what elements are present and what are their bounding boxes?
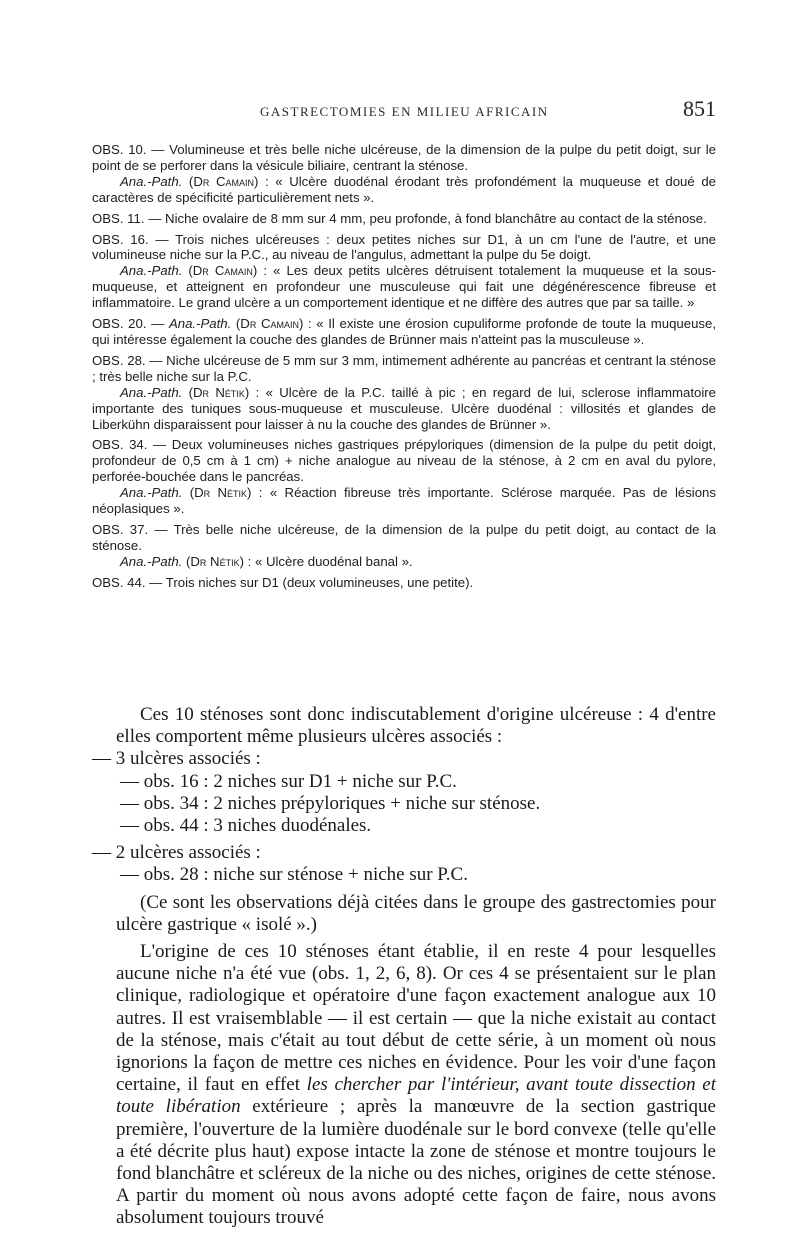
observation-10 [92,142,716,206]
note-paragraph: (Ce sont les observations déjà citées dans le groupe des gastrectomies pour ulcère gastrique « isolé ».) [116,891,716,935]
ana-path-label: Ana.-Path. [120,384,183,400]
obs-text: — Volumineuse et très belle niche ulcéreuse, de la dimension de la pulpe du petit doigt, sur le point de se perforer dans la vésicule biliaire, centrant la sténose. [92,142,716,173]
commentary-text [92,704,716,1230]
obs-text: — Deux volumineuses niches gastriques prépyloriques (dimension de la pulpe du petit doigt, profondeur de 0,5 cm à 1 cm) + niche analogue au niveau de la sténose, à 2 cm en aval du pylore, perforée-bouchée dans le pancréas. [92,437,716,485]
obs-label: OBS. 16. [92,231,149,247]
obs-label: OBS. 28. [92,352,146,368]
obs-label: OBS. 34. [92,437,148,453]
ana-path-doctor: (Dr Nétik) [182,384,256,400]
ana-path-doctor: (Dr Camain) [182,173,265,189]
ana-path-text: : « Ulcère de la P.C. taillé à pic ; en regard de lui, sclerose inflammatoire importante des tuniques sous-muqueuse et musculeuse. Ulcère duodénal : villosités et glandes de Liberkühn disparaissent pour laisser à nu la couche des glandes de Brünner ». [92,384,716,432]
ana-path-label: Ana.-Path. [120,485,183,501]
group-three-item: — obs. 44 : 3 niches duodénales. [120,815,372,837]
origin-paragraph [116,941,716,1230]
observation-28 [92,353,716,433]
observation-34 [92,437,716,517]
obs-text: — [146,316,169,332]
ana-path-label: Ana.-Path. [120,173,183,189]
ana-path-doctor: (Dr Camain) [182,263,264,279]
ana-path-text: : « Réaction fibreuse très importante. Sclérose marquée. Pas de lésions néoplasiques ». [92,485,716,517]
origin-text-end: extérieure ; après la manœuvre de la section gastrique première, l'ouverture de la lumière duodénale sur le bord convexe (telle qu'elle a été décrite plus haut) expose intacte la zone de sténose et montre toujours le fond blanchâtre et scléreux de la niche ou des niches, origines de cette sténose. A partir du moment où nous avons adopté cette façon de faire, nous avons absolument toujours trouvé [116,1096,716,1229]
observation-44 [92,575,716,591]
observation-37 [92,522,716,570]
group-three-item: — obs. 16 : 2 niches sur D1 + niche sur P.C. [120,770,457,792]
origin-text-italic: les chercher par l'intérieur, avant toute dissection et toute libération [116,1074,716,1118]
origin-text-start: L'origine de ces 10 sténoses étant établie, il en reste 4 pour lesquelles aucune niche n'a été vue (obs. 1, 2, 6, 8). Or ces 4 se présentaient sur le plan clinique, radiologique et opératoire d'une façon exactement analogue aux 10 autres. Il est vraisemblable — il est certain — que la niche existait au contact de la sténose, mais c'était au tout début de cette série, à un moment où nous ignorions la façon de mettre ces niches en évidence. Pour les voir d'une façon certaine, il faut en effet [116,941,716,1096]
observation-11 [92,211,716,227]
group-three-heading: — 3 ulcères associés : [92,748,261,770]
ana-path-text: : « Les deux petits ulcères détruisent totalement la muqueuse et la sous-muqueuse, et atteignent en profondeur une musculeuse qui fait une dégénérescence fibreuse et inflammatoire. Le grand ulcère a un comportement identique et ne diffère des autres que par sa taille. » [92,263,716,311]
obs-label: OBS. 10. [92,142,147,157]
obs-text: — Trois niches ulcéreuses : deux petites niches sur D1, à un cm l'une de l'autre, et une volumineuse niche sur la P.C., au niveau de l'angulus, admettant la pulpe du 5e doigt. [92,231,717,263]
obs-label: OBS. 11. [92,210,145,226]
group-two-item: — obs. 28 : niche sur sténose + niche sur P.C. [120,864,468,886]
observation-16 [92,232,716,312]
running-title: GASTRECTOMIES EN MILIEU AFRICAIN [260,104,549,119]
obs-label: OBS. 44. [92,574,146,590]
page-header [92,96,716,124]
obs-label: OBS. 37. [92,521,149,537]
ana-path-label: Ana.-Path. [168,316,232,332]
ana-path-doctor: (Dr Nétik) [182,553,248,569]
obs-text: — Niche ovalaire de 8 mm sur 4 mm, peu profonde, à fond blanchâtre au contact de la sténose. [144,210,707,226]
observations-list [92,142,716,596]
group-two-heading: — 2 ulcères associés : [92,842,261,864]
ana-path-label: Ana.-Path. [120,263,183,279]
ana-path-text: : « Ulcère duodénal érodant très profondément la muqueuse et doué de caractères de spécificité particulièrement nets ». [92,173,717,205]
obs-text: — Très belle niche ulcéreuse, de la dimension de la pulpe du petit doigt, au contact de la sténose. [92,521,717,553]
observation-20 [92,316,716,348]
ana-path-doctor: (Dr Camain) [231,316,308,332]
obs-label: OBS. 20. [92,316,147,332]
ana-path-label: Ana.-Path. [120,553,183,569]
page-number: 851 [683,96,716,121]
obs-text: — Trois niches sur D1 (deux volumineuses, une petite). [145,574,474,590]
group-three-item: — obs. 34 : 2 niches prépyloriques + niche sur sténose. [120,792,541,814]
ana-path-text: : « Ulcère duodénal banal ». [247,553,413,569]
ana-path-doctor: (Dr Nétik) [182,485,259,501]
intro-paragraph: Ces 10 sténoses sont donc indiscutablement d'origine ulcéreuse : 4 d'entre elles comportent même plusieurs ulcères associés : [116,704,716,748]
ana-path-text: : « Il existe une érosion cupuliforme profonde de toute la muqueuse, qui intéresse également la couche des glandes de Brünner mais n'atteint pas la musculeuse ». [92,316,717,347]
obs-text: — Niche ulcéreuse de 5 mm sur 3 mm, intimement adhérente au pancréas et centrant la sténose ; très belle niche sur la P.C. [92,352,716,384]
